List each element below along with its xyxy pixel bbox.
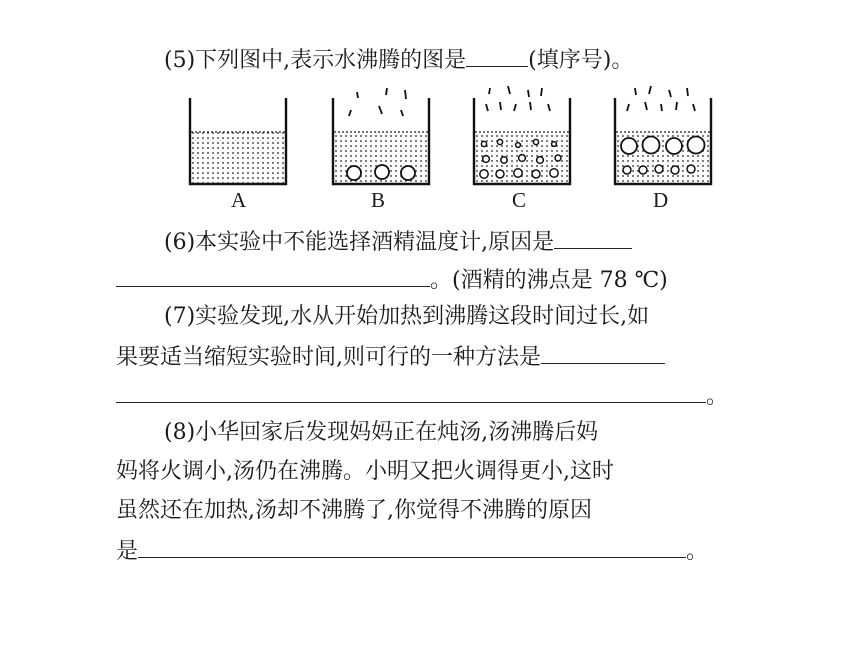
question-7-line-1-text: (7)实验发现,水从开始加热到沸腾这段时间过长,如 — [164, 304, 650, 329]
figure-label-b: B — [371, 188, 386, 212]
question-8-line-1-text: (8)小华回家后发现妈妈正在炖汤,汤沸腾后妈 — [164, 420, 599, 445]
question-6-line-1 — [164, 226, 632, 258]
figure-label-d: D — [653, 188, 669, 212]
beaker-small-bubbles-icon — [470, 84, 574, 188]
figure-label-c: C — [512, 188, 527, 212]
figure-c — [470, 84, 574, 188]
figure-a — [186, 96, 290, 188]
question-8-line-1 — [164, 418, 598, 448]
question-7-line-1 — [164, 302, 649, 332]
question-6-tail: 。(酒精的沸点是 78 ℃) — [430, 268, 668, 293]
beaker-bubbles-bottom-icon — [329, 84, 433, 188]
question-5 — [164, 44, 633, 76]
answer-blank-6a[interactable] — [554, 226, 632, 249]
question-7-line-2-text: 果要适当缩短实验时间,则可行的一种方法是 — [116, 345, 541, 370]
question-5-tail: (填序号)。 — [528, 48, 634, 73]
answer-blank-5[interactable] — [466, 44, 528, 67]
question-8-line-2 — [116, 457, 614, 487]
question-7-line-3 — [116, 380, 728, 412]
question-8-tail: 。 — [686, 539, 709, 564]
question-8-line-3-text: 虽然还在加热,汤却不沸腾了,你觉得不沸腾的原因 — [116, 498, 592, 523]
beaker-large-bubbles-icon — [611, 84, 715, 188]
question-6-text: (6)本实验中不能选择酒精温度计,原因是 — [164, 230, 555, 255]
figure-d — [611, 84, 715, 188]
figure-label-a: A — [231, 188, 247, 212]
question-8-line-4 — [116, 535, 708, 567]
question-8-line-2-text: 妈将火调小,汤仍在沸腾。小明又把火调得更小,这时 — [116, 459, 614, 484]
figure-b — [329, 84, 433, 188]
question-7-line-2 — [116, 341, 665, 373]
question-8-line-3 — [116, 496, 592, 526]
question-6-line-2 — [116, 264, 668, 296]
beaker-no-bubbles-icon — [186, 96, 290, 188]
question-5-text: (5)下列图中,表示水沸腾的图是 — [164, 48, 467, 73]
question-7-tail: 。 — [706, 384, 729, 409]
question-8-line-4-text: 是 — [116, 539, 139, 564]
answer-blank-7b[interactable] — [116, 380, 706, 403]
answer-blank-7a[interactable] — [541, 341, 665, 364]
answer-blank-8[interactable] — [138, 535, 686, 558]
answer-blank-6b[interactable] — [116, 264, 430, 287]
